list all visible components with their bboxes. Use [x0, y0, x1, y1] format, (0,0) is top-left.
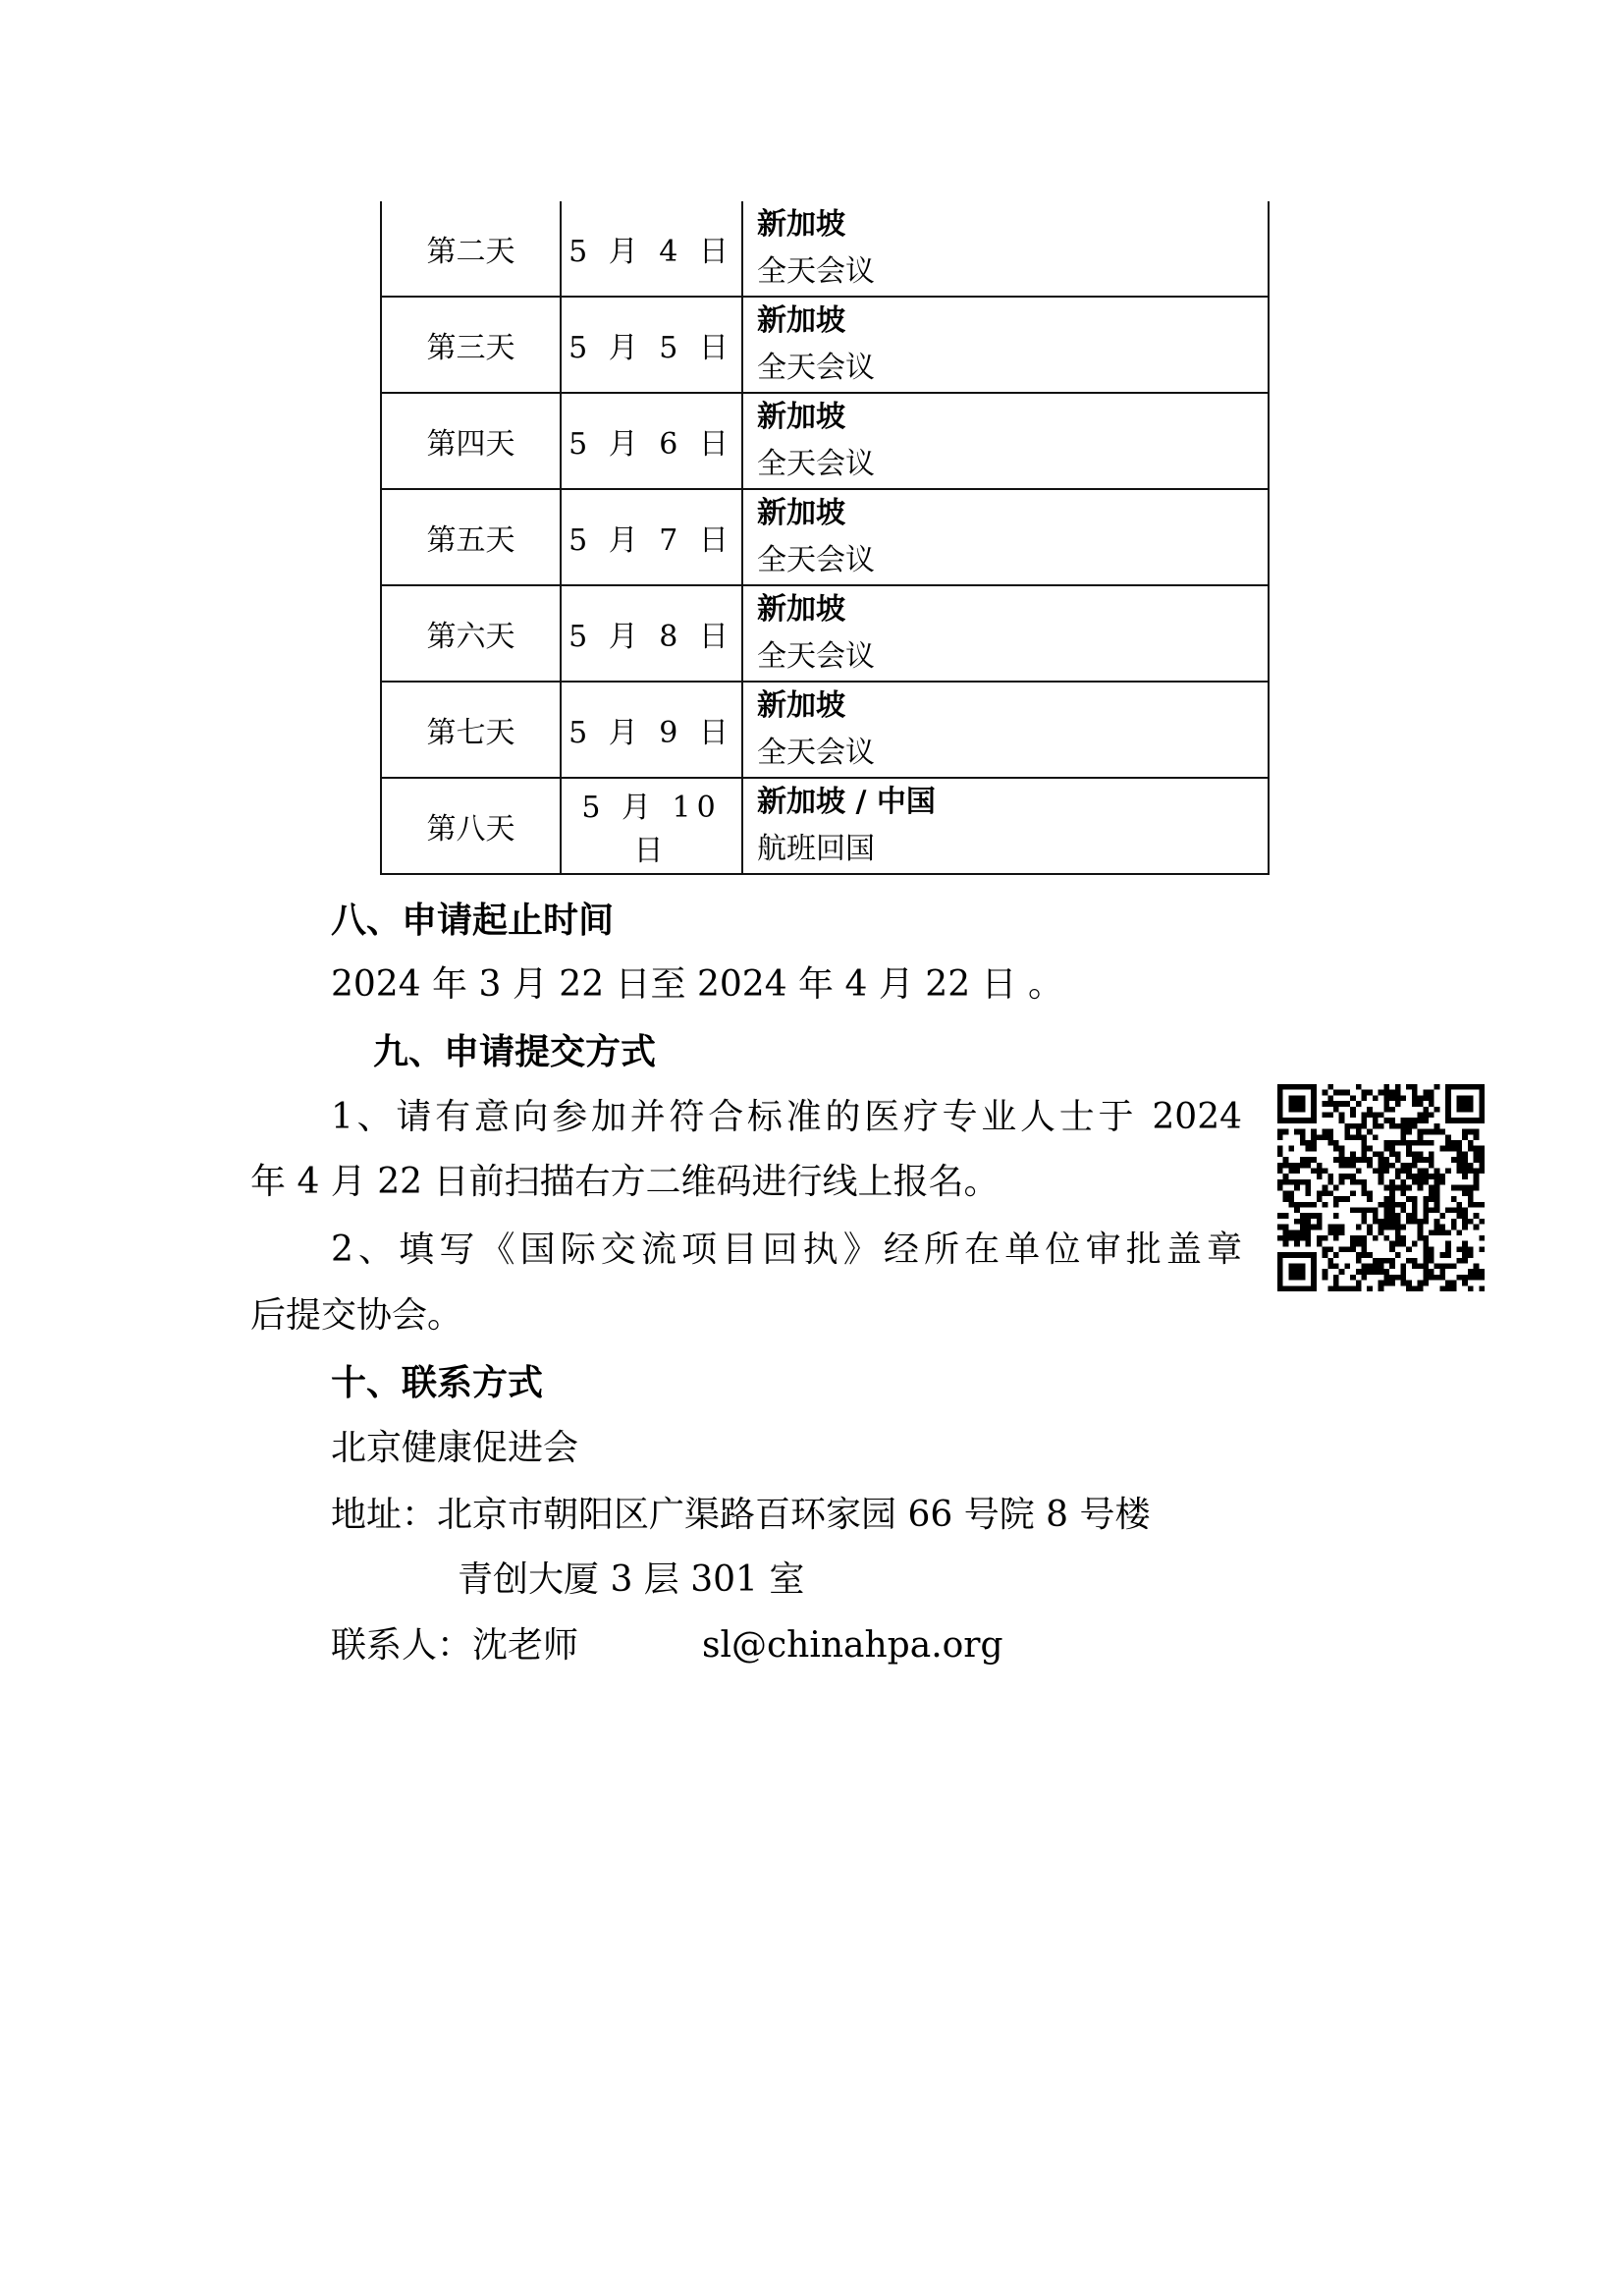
- address-line-2: 青创大厦 3 层 301 室: [458, 1559, 805, 1600]
- plan-cell: [742, 201, 1269, 297]
- date-cell: 5 月 10 日: [561, 778, 742, 874]
- day-cell: 第六天: [381, 585, 561, 682]
- plan-cell: [742, 585, 1269, 682]
- location: 新加坡: [757, 592, 845, 627]
- activity: 全天会议: [757, 351, 875, 385]
- activity: 航班回国: [757, 832, 875, 866]
- schedule-row: [381, 393, 1269, 489]
- activity: 全天会议: [757, 447, 875, 481]
- location: 新加坡: [757, 303, 845, 338]
- day-cell: 第三天: [381, 297, 561, 393]
- location: 新加坡: [757, 400, 845, 434]
- plan-cell: [742, 489, 1269, 585]
- application-period: 2024 年 3 月 22 日至 2024 年 4 月 22 日 。: [331, 964, 1063, 1005]
- contact-email[interactable]: sl@chinahpa.org: [702, 1625, 1003, 1666]
- day-cell: 第七天: [381, 682, 561, 778]
- date-cell: 5 月 9 日: [561, 682, 742, 778]
- plan-cell: [742, 778, 1269, 874]
- date-cell: 5 月 7 日: [561, 489, 742, 585]
- schedule-row: [381, 778, 1269, 874]
- date-cell: 5 月 4 日: [561, 201, 742, 297]
- item2-line2: 后提交协会。: [250, 1295, 463, 1336]
- item1-line1: 1、请有意向参加并符合标准的医疗专业人士于 2024: [331, 1097, 1242, 1137]
- schedule-row: [381, 297, 1269, 393]
- address-line-1: 地址：北京市朝阳区广渠路百环家园 66 号院 8 号楼: [331, 1495, 1151, 1535]
- registration-qr-code[interactable]: [1277, 1084, 1485, 1291]
- location: 新加坡 / 中国: [757, 785, 936, 819]
- activity: 全天会议: [757, 543, 875, 577]
- date-cell: 5 月 6 日: [561, 393, 742, 489]
- contact-person: 联系人：沈老师: [331, 1625, 579, 1666]
- schedule-row: [381, 682, 1269, 778]
- plan-cell: [742, 297, 1269, 393]
- section-10-heading: 十、联系方式: [331, 1363, 544, 1403]
- day-cell: 第八天: [381, 778, 561, 874]
- schedule-row: [381, 201, 1269, 297]
- item1-line2: 年 4 月 22 日前扫描右方二维码进行线上报名。: [250, 1162, 1000, 1202]
- activity: 全天会议: [757, 254, 875, 289]
- location: 新加坡: [757, 688, 845, 723]
- day-cell: 第四天: [381, 393, 561, 489]
- schedule-table: [380, 201, 1270, 875]
- activity: 全天会议: [757, 639, 875, 674]
- section-8-heading: 八、申请起止时间: [331, 901, 615, 941]
- schedule-row: [381, 489, 1269, 585]
- item2-line1: 2、填写《国际交流项目回执》经所在单位审批盖章: [331, 1230, 1242, 1270]
- location: 新加坡: [757, 496, 845, 530]
- date-cell: 5 月 5 日: [561, 297, 742, 393]
- day-cell: 第二天: [381, 201, 561, 297]
- plan-cell: [742, 393, 1269, 489]
- day-cell: 第五天: [381, 489, 561, 585]
- section-9-heading: 九、申请提交方式: [373, 1032, 657, 1072]
- activity: 全天会议: [757, 736, 875, 770]
- date-cell: 5 月 8 日: [561, 585, 742, 682]
- plan-cell: [742, 682, 1269, 778]
- organization-name: 北京健康促进会: [331, 1428, 579, 1468]
- location: 新加坡: [757, 207, 845, 242]
- schedule-row: [381, 585, 1269, 682]
